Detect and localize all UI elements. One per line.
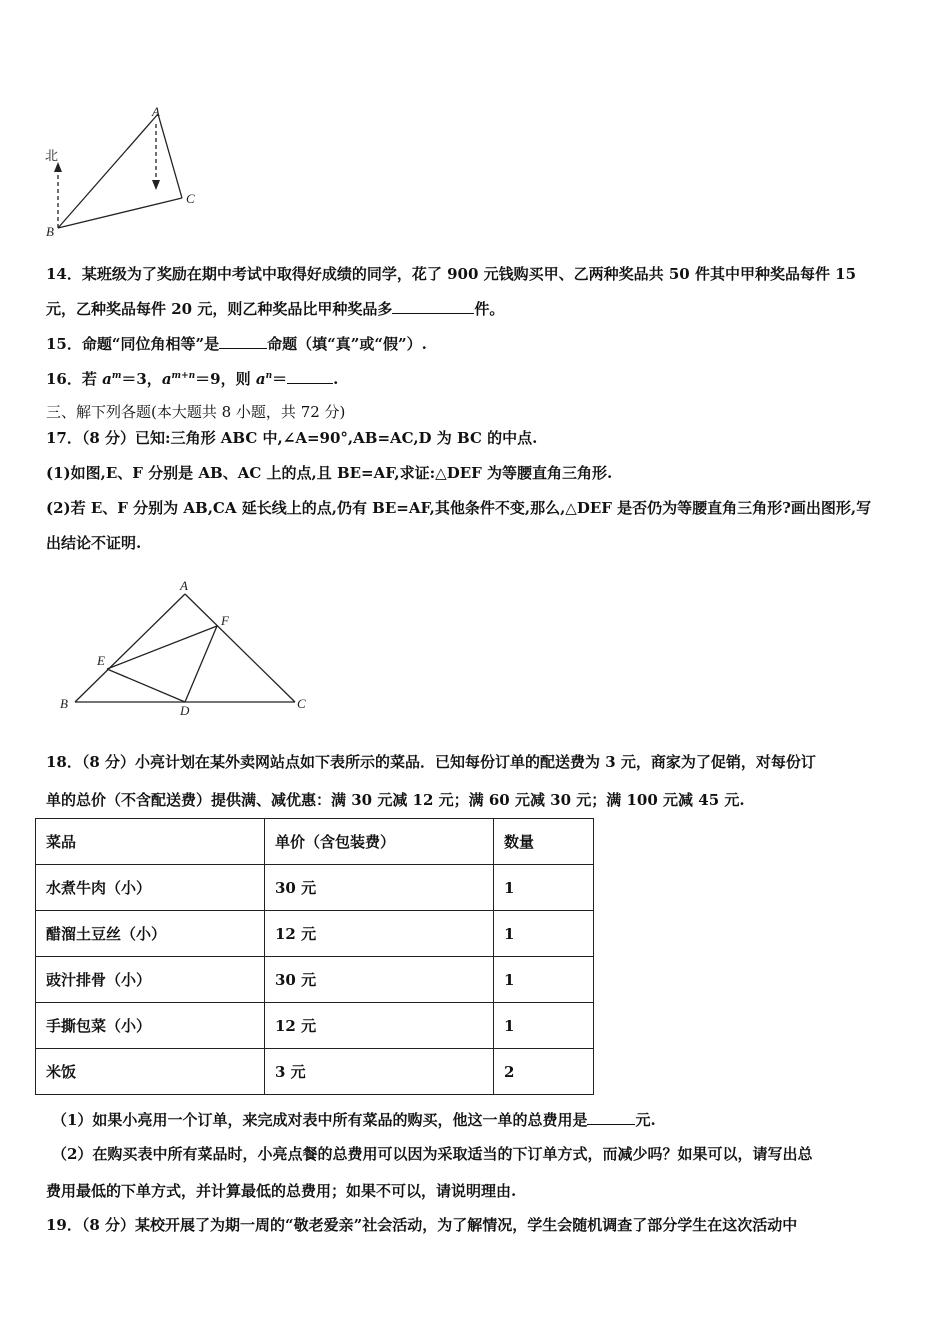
line-ac <box>158 114 182 198</box>
point-b-label: B <box>60 696 68 711</box>
q17-line4: 出结论不证明. <box>46 534 142 552</box>
dish-cell: 醋溜土豆丝（小） <box>36 911 265 957</box>
table-header-row <box>36 819 594 865</box>
q18-line2: 单的总价（不含配送费）提供满、减优惠：满 30 元减 12 元；满 60 元减 30 元；满 100 元减 45 元. <box>46 791 745 809</box>
price-cell: 30 元 <box>265 957 494 1003</box>
quantity-cell: 1 <box>494 957 594 1003</box>
line-fd <box>185 626 217 702</box>
point-d-label: D <box>180 703 190 718</box>
q18-line1: 18．（8 分）小亮计划在某外卖网站点如下表所示的菜品．已知每份订单的配送费为 3 元，商家为了促销，对每份订 <box>46 753 816 771</box>
quantity-cell: 1 <box>494 1003 594 1049</box>
line-ab <box>75 594 185 702</box>
point-f-label: F <box>221 613 229 628</box>
table-row <box>36 1003 594 1049</box>
line-ed <box>107 669 185 702</box>
quantity-cell: 2 <box>494 1049 594 1095</box>
answer-blank <box>219 334 267 349</box>
q15-line: 15．命题“同位角相等”是 命题（填“真”或“假”）. <box>46 335 427 353</box>
q17-line2: (1)如图,E、F 分别是 AB、AC 上的点,且 BE=AF,求证:△DEF 为等腰直角三角形. <box>46 464 613 482</box>
point-a-label: A <box>152 104 160 119</box>
line-bc <box>58 198 182 228</box>
quantity-cell: 1 <box>494 865 594 911</box>
table-row <box>36 911 594 957</box>
line-ef <box>107 626 217 669</box>
dish-cell: 米饭 <box>36 1049 265 1095</box>
q17-line1: 17．（8 分）已知:三角形 ABC 中,∠A=90°,AB=AC,D 为 BC 的中点. <box>46 429 538 447</box>
direction-figure <box>40 100 210 245</box>
q18-sub1: （1）如果小亮用一个订单，来完成对表中所有菜品的购买，他这一单的总费用是 元. <box>52 1111 656 1129</box>
point-b-label: B <box>46 224 54 239</box>
price-cell: 30 元 <box>265 865 494 911</box>
dish-cell: 水煮牛肉（小） <box>36 865 265 911</box>
header-cell: 数量 <box>494 819 594 865</box>
answer-blank <box>287 369 333 384</box>
south-arrowhead-icon <box>152 180 160 190</box>
point-c-label: C <box>297 696 306 711</box>
line-ac <box>185 594 295 702</box>
price-cell: 12 元 <box>265 911 494 957</box>
menu-table <box>35 818 594 1095</box>
answer-blank <box>392 299 474 314</box>
quantity-cell: 1 <box>494 911 594 957</box>
header-cell: 菜品 <box>36 819 265 865</box>
q14-line1: 14．某班级为了奖励在期中考试中取得好成绩的同学，花了 900 元钱购买甲、乙两种奖品共 50 件其中甲种奖品每件 15 <box>46 265 857 283</box>
line-ab <box>58 114 158 228</box>
triangle-figure <box>55 578 315 718</box>
table-row <box>36 865 594 911</box>
q18-sub2-line2: 费用最低的下单方式，并计算最低的总费用；如果不可以，请说明理由. <box>46 1182 517 1200</box>
q16-line: 16．若 $a^m=3$，$a^{m+n}=9$，则 $a^n=$ . <box>46 370 339 388</box>
dish-cell: 手撕包菜（小） <box>36 1003 265 1049</box>
price-cell: 3 元 <box>265 1049 494 1095</box>
table-row <box>36 1049 594 1095</box>
point-c-label: C <box>186 191 195 206</box>
header-cell: 单价（含包装费） <box>265 819 494 865</box>
north-arrowhead-icon <box>54 162 62 172</box>
q19-line1: 19．（8 分）某校开展了为期一周的“敬老爱亲”社会活动，为了解情况，学生会随机调查了部分学生在这次活动中 <box>46 1216 798 1234</box>
answer-blank <box>587 1110 635 1125</box>
q17-line3: (2)若 E、F 分别为 AB,CA 延长线上的点,仍有 BE=AF,其他条件不变,那么,△DEF 是否仍为等腰直角三角形?画出图形,写 <box>46 499 872 517</box>
dish-cell: 豉汁排骨（小） <box>36 957 265 1003</box>
q14-line2: 元，乙种奖品每件 20 元，则乙种奖品比甲种奖品多 件。 <box>46 300 505 318</box>
point-e-label: E <box>97 653 105 668</box>
table-row <box>36 957 594 1003</box>
north-label: 北 <box>45 148 59 163</box>
point-a-label: A <box>180 578 188 593</box>
q18-sub2-line1: （2）在购买表中所有菜品时，小亮点餐的总费用可以因为采取适当的下订单方式，而减少吗？如果可以，请写出总 <box>52 1145 813 1163</box>
section-heading: 三、解下列各题(本大题共 8 小题，共 72 分) <box>46 403 346 421</box>
price-cell: 12 元 <box>265 1003 494 1049</box>
